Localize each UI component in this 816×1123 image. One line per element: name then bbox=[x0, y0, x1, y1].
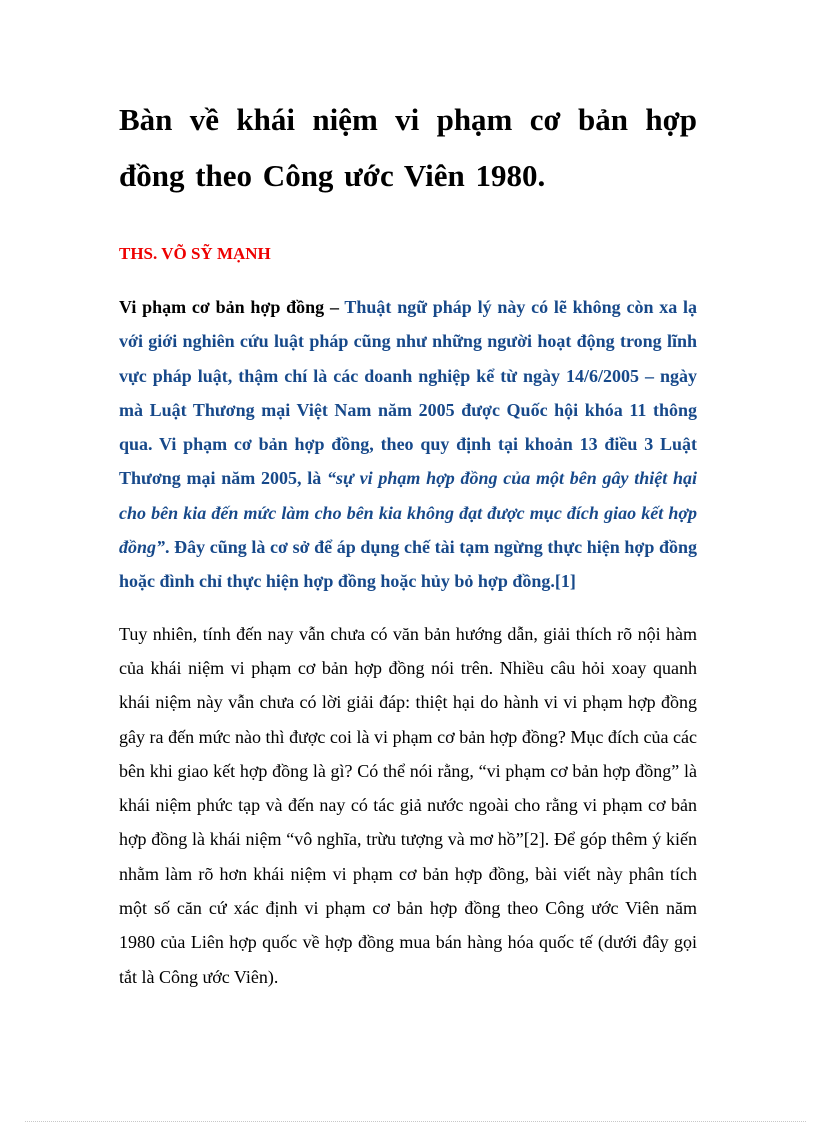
legal-definition-quote: “sự vi phạm hợp đồng của một bên gây thiệt hại cho bên kia đến mức làm cho bên kia không đạt được mục đích giao kết hợp đồng” bbox=[119, 468, 698, 558]
intro-body-continued: . Đây cũng là cơ sở để áp dụng chế tài tạm ngừng thực hiện hợp đồng hoặc đình chỉ thực hiện hợp đồng hoặc hủy bỏ hợp đồng.[1] bbox=[119, 537, 697, 592]
body-paragraph: Tuy nhiên, tính đến nay vẫn chưa có văn bản hướng dẫn, giải thích rõ nội hàm của khái niệm vi phạm cơ bản hợp đồng nói trên. Nhiều câu hỏi xoay quanh khái niệm này vẫn chưa có lời giải đáp: thiệt hại do hành vi vi phạm hợp đồng gây ra đến mức nào thì được coi là vi phạm cơ bản hợp đồng? Mục đích của các bên khi giao kết hợp đồng là gì? Có thể nói rằng, “vi phạm cơ bản hợp đồng” là khái niệm phức tạp và đến nay có tác giả nước ngoài cho rằng vi phạm cơ bản hợp đồng là khái niệm “vô nghĩa, trừu tượng và mơ hồ”[2]. Để góp thêm ý kiến nhằm làm rõ hơn khái niệm vi phạm cơ bản hợp đồng, bài viết này phân tích một số căn cứ xác định vi phạm cơ bản hợp đồng theo Công ước Viên năm 1980 của Liên hợp quốc về hợp đồng mua bán hàng hóa quốc tế (dưới đây gọi tắt là Công ước Viên). bbox=[119, 623, 697, 987]
document-page bbox=[119, 92, 697, 994]
intro-body: Thuật ngữ pháp lý này có lẽ không còn xa lạ với giới nghiên cứu luật pháp cũng như những người hoạt động trong lĩnh vực pháp luật, thậm chí là các doanh nghiệp kể từ ngày 14/6/2005 – ngày mà Luật Thương mại Việt Nam năm 2005 được Quốc hội khóa 11 thông qua. Vi phạm cơ bản hợp đồng, theo quy định tại khoản 13 điều 3 Luật Thương mại năm 2005, là bbox=[119, 297, 697, 489]
document-title: Bàn về khái niệm vi phạm cơ bản hợp đồng theo Công ước Viên 1980. bbox=[119, 102, 697, 193]
intro-paragraph bbox=[119, 290, 697, 599]
page-break-divider bbox=[25, 1121, 806, 1122]
author-name: THS. VÕ SỸ MẠNH bbox=[119, 244, 271, 263]
intro-lead-term: Vi phạm cơ bản hợp đồng – bbox=[119, 297, 345, 317]
